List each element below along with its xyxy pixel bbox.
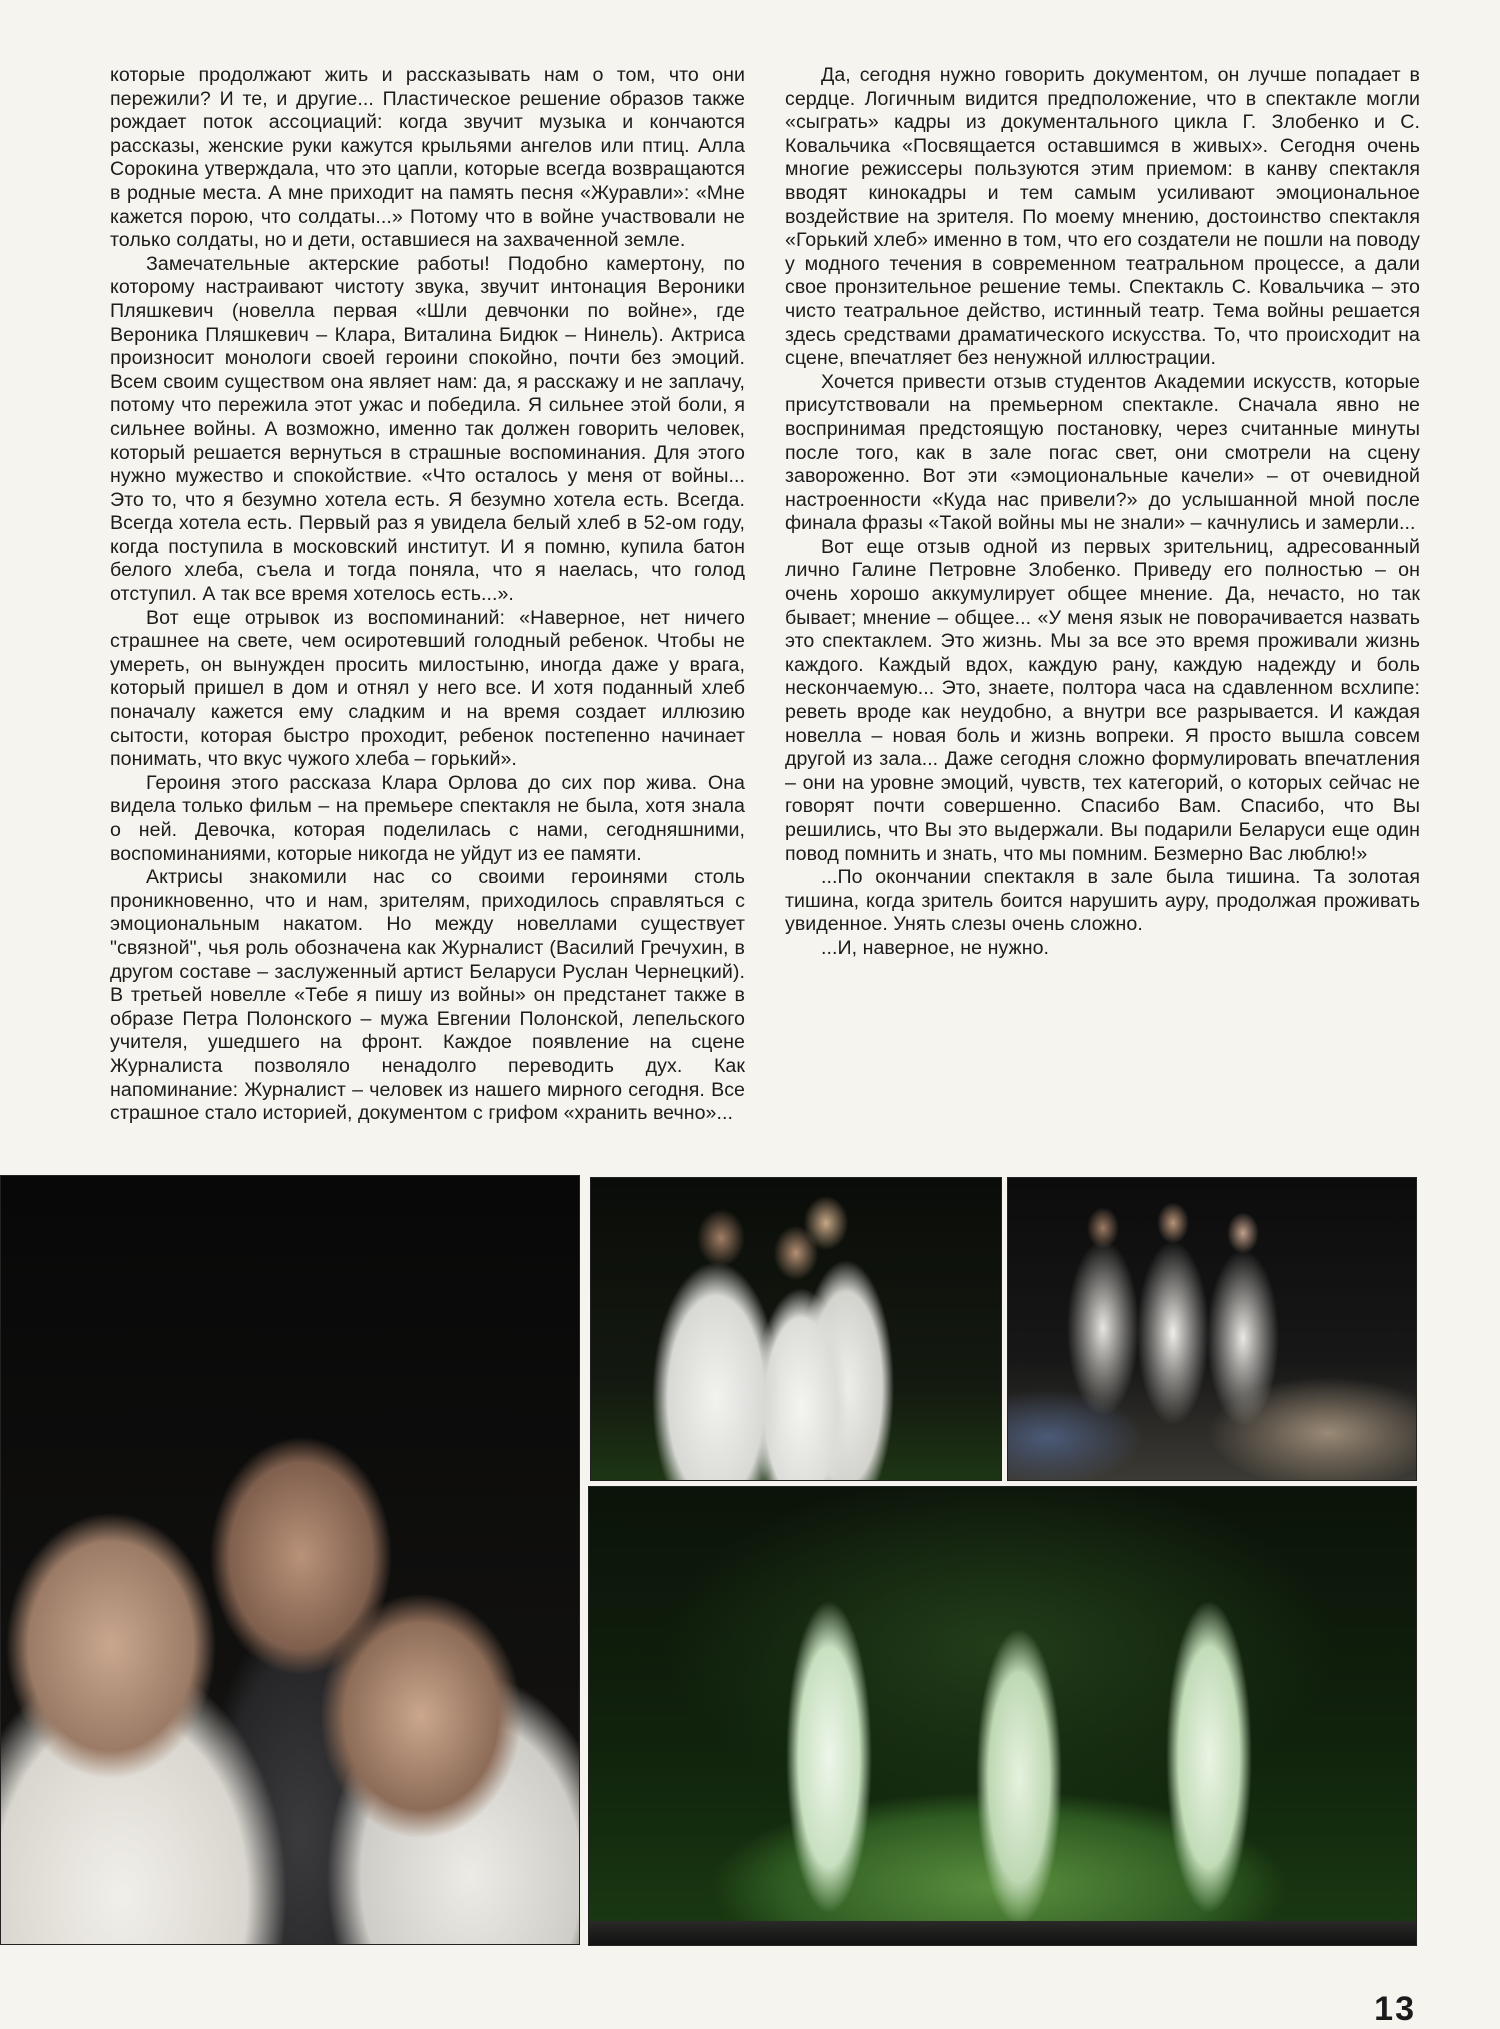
paragraph: Замечательные актерские работы! Подобно камертону, по которому настраивают чистоту звука, звучит интонация Вероники Пляшкевич (новелла первая «Шли девчонки по войне», где Вероника Пляшкевич – Клара, Виталина Бидюк – Нинель). Актриса произносит монологи своей героини спокойно, почти без эмоций. Всем своим существом она являет нам: да, я расскажу и не заплачу, потому что пережила этот ужас и победила. Я сильнее этой боли, я сильнее войны. А возможно, именно так должен говорить человек, который решается вернуться в страшные воспоминания. Для этого нужно мужество и спокойствие. «Что осталось у меня от войны... Это то, что я безумно хотела есть. Я безумно хотела есть. Всегда. Всегда хотела есть. Первый раз я увидела белый хлеб в 52-ом году, когда поступила в московский институт. И я помню, купила батон белого хлеба, съела и тогда поняла, что я наелась, что голод отступил. А так все время хотелось есть...». — [110, 252, 745, 606]
three-women-in-white-photo — [590, 1177, 1002, 1481]
paragraph: которые продолжают жить и рассказывать нам о том, что они пережили? И те, и другие... Пластическое решение образов также рождает поток ассоциаций: когда звучит музыка и кончаются рассказы, женские руки кажутся крыльями ангелов или птиц. Алла Сорокина утверждала, что это цапли, которые всегда возвращаются в родные места. А мне приходит на память песня «Журавли»: «Мне кажется порою, что солдаты...» Потому что в войне участвовали не только солдаты, но и дети, оставшиеся на захваченной земле. — [110, 64, 745, 252]
paragraph: Героиня этого рассказа Клара Орлова до сих пор жива. Она видела только фильм – на премьере спектакля не была, хотя знала о ней. Девочка, которая поделилась с нами, сегодняшними, воспоминаниями, которые никогда не уйдут из ее памяти. — [110, 771, 745, 865]
stage-floor — [589, 1921, 1416, 1945]
dancers-raised-arms-photo — [588, 1486, 1417, 1946]
actors-embrace-photo — [0, 1175, 580, 1945]
paragraph: ...По окончании спектакля в зале была тишина. Та золотая тишина, когда зритель боится нарушить ауру, продолжая проживать увиденное. Унять слезы очень сложно. — [785, 866, 1420, 936]
paragraph: Вот еще отзыв одной из первых зрительниц, адресованный лично Галине Петровне Злобенко. Приведу его полностью – он очень хорошо аккумулирует общее мнение. Да, нечасто, но так бывает; мнение – общее... «У меня язык не поворачивается назвать это спектаклем. Это жизнь. Мы за все это время проживали жизнь каждого. Каждый вдох, каждую рану, каждую надежду и боль нескончаемую... Это, знаете, полтора часа на сдавленном всхлипе: реветь вроде как неудобно, а внутри все разрывается. И каждая новелла – новая боль и жизнь вопреки. Я просто вышла совсем другой из зала... Даже сегодня сложно формулировать впечатления – они на уровне эмоций, чувств, тех категорий, о которых сейчас не говорят почти совершенно. Спасибо Вам. Спасибо, что Вы решились, что Вы это выдержали. Вы подарили Беларуси еще один повод помнить и знать, что мы помним. Безмерно Вас люблю!» — [785, 535, 1420, 865]
paragraph: Хочется привести отзыв студентов Академии искусств, которые присутствовали на премьерном спектакле. Сначала явно не воспринимая предстоящую постановку, через считанные минуты после того, как в зале погас свет, они смотрели на сцену завороженно. Вот эти «эмоциональные качели» – от очевидной настроенности «Куда нас привели?» до услышанной мной после финала фразы «Такой войны мы не знали» – качнулись и замерли... — [785, 370, 1420, 535]
article-body — [110, 64, 1420, 1164]
three-girls-on-stage-photo — [1007, 1177, 1417, 1481]
paragraph: ...И, наверное, не нужно. — [821, 936, 1050, 959]
page-number: 13 — [1374, 1990, 1416, 2028]
paragraph: Актрисы знакомили нас со своими героинями столь проникновенно, что и нам, зрителям, приходилось справляться с эмоциональным накатом. Но между новеллами существует "связной", чья роль обозначена как Журналист (Василий Гречухин, в другом составе – заслуженный артист Беларуси Руслан Чернецкий). В третьей новелле «Тебе я пишу из войны» он предстанет также в образе Петра Полонского – мужа Евгении Полонской, лепельского учителя, ушедшего на фронт. Каждое появление на сцене Журналиста позволяло ненадолго переводить дух. Как напоминание: Журналист – человек из нашего мирного сегодня. Все страшное стало историей, документом с грифом «хранить вечно»... — [110, 866, 745, 1125]
paragraph: Вот еще отрывок из воспоминаний: «Наверное, нет ничего страшнее на свете, чем осиротевший голодный ребенок. Чтобы не умереть, он вынужден просить милостыню, иногда даже у врага, который пришел в дом и отнял у него все. И хотя поданный хлеб поначалу кажется ему сладким и на время создает иллюзию сытости, которая быстро проходит, ребенок постепенно начинает понимать, что вкус чужого хлеба – горький». — [110, 606, 745, 771]
paragraph: Да, сегодня нужно говорить документом, он лучше попадает в сердце. Логичным видится предположение, что в спектакле могли «сыграть» кадры из документального цикла Г. Злобенко и С. Ковальчика «Посвящается оставшимся в живых». Сегодня очень многие режиссеры пользуются этим приемом: в канву спектакля вводят кинокадры и тем самым усиливают эмоциональное воздействие на зрителя. По моему мнению, достоинство спектакля «Горький хлеб» именно в том, что его создатели не пошли на поводу у модного течения в современном театральном процессе, а дали свое пронзительное решение темы. Спектакль С. Ковальчика – это чисто театральное действо, истинный театр. Тема войны решается здесь средствами драматического искусства. То, что происходит на сцене, впечатляет без ненужной иллюстрации. — [785, 64, 1420, 370]
